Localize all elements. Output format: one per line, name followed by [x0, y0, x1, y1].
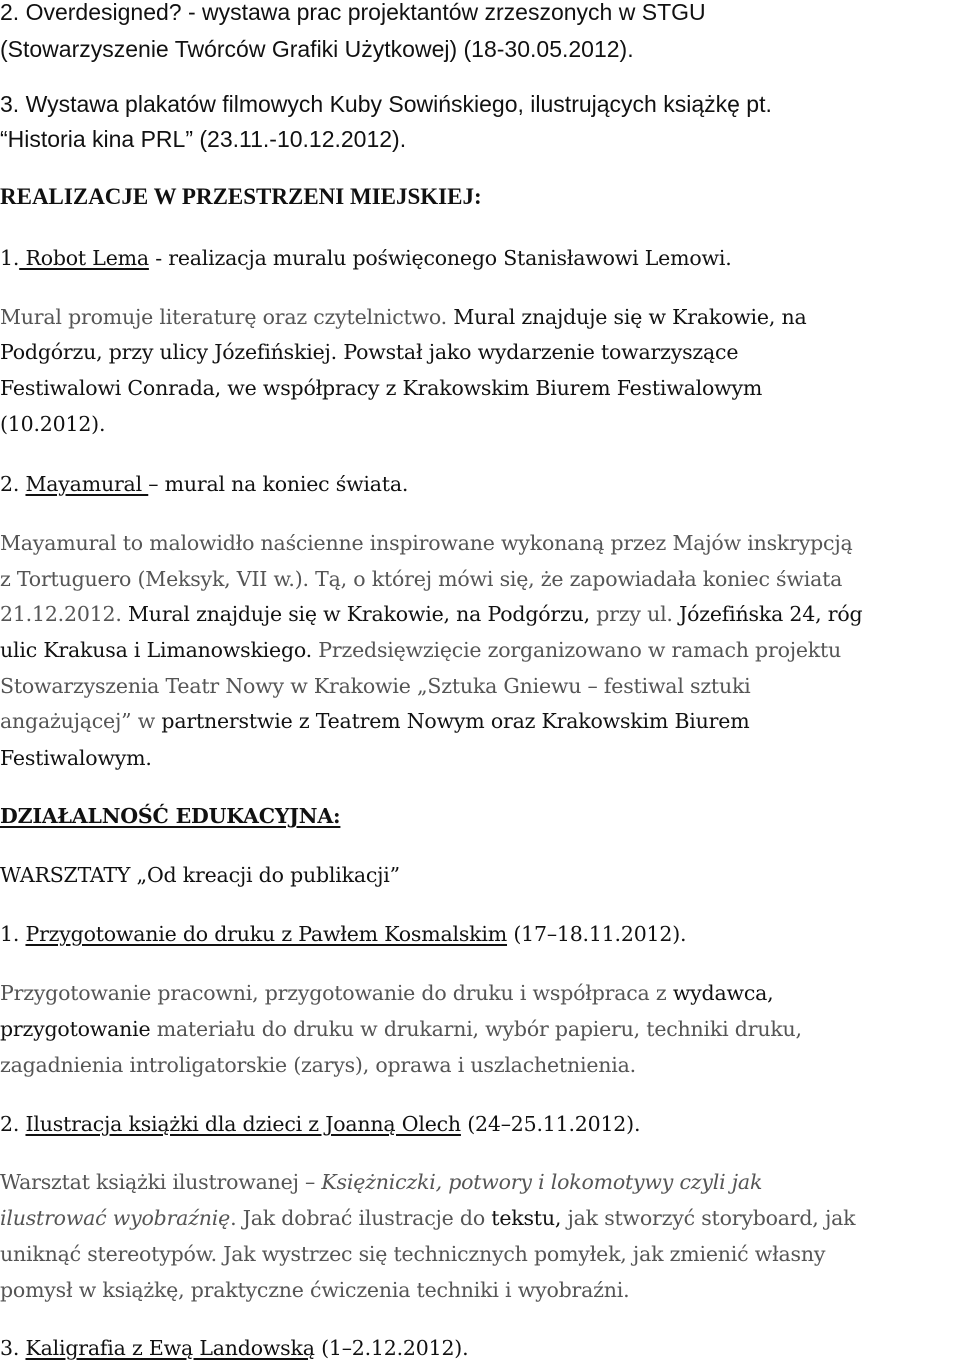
text-run: Podgórzu, przy ulicy Józefińskiej.: [0, 340, 337, 364]
urban-item-2-para-line-7: Festiwalowym.: [0, 746, 152, 770]
workshop-1-desc-line-1: [0, 975, 773, 1011]
text-run: partnerstwie z Teatrem Nowym oraz Krakowskim Biurem: [155, 709, 750, 733]
urban-item-1-para-line-1: [0, 299, 807, 335]
heading-text: DZIAŁALNOŚĆ EDUKACYJNA:: [0, 804, 341, 828]
text-run: Józefińska 24, róg: [672, 602, 863, 626]
text-run: Mural znajduje się w Krakowie, na Podgórzu,: [121, 602, 590, 626]
urban-item-2-para-line-4: [0, 632, 841, 668]
item-number: 3.: [0, 1336, 26, 1360]
urban-item-2-para-line-6: [0, 703, 749, 739]
workshop-3-dates: (1–2.12.2012).: [314, 1336, 469, 1360]
item-number: 2.: [0, 472, 26, 496]
workshop-2-desc-line-1: [0, 1164, 762, 1200]
urban-item-2-desc: – mural na koniec świata.: [148, 472, 409, 496]
text-run: przygotowanie: [0, 1017, 151, 1041]
exhibition-item-3-dates: “Historia kina PRL” (23.11.-10.12.2012).: [0, 126, 407, 152]
text-run: jak stworzyć storyboard, jak: [561, 1206, 856, 1230]
text-run: przy ul.: [589, 602, 673, 626]
workshop-2-link[interactable]: Ilustracja książki dla dzieci z Joanną Olech: [25, 1112, 461, 1136]
urban-item-2-title: [0, 466, 408, 502]
text-run: Festiwalowi Conrada, we współpracy z Krakowskim Biurem Festiwalowym: [0, 376, 763, 400]
workshop-1-desc-line-3: zagadnienia introligatorskie (zarys), oprawa i uszlachetnienia.: [0, 1053, 636, 1077]
workshops-title: WARSZTATY „Od kreacji do publikacji”: [0, 863, 400, 887]
mayamural-link[interactable]: Mayamural: [25, 472, 149, 496]
book-title-part-2: ilustrować wyobraźnię: [0, 1206, 231, 1230]
urban-item-1-para-line-4: [0, 406, 105, 442]
exhibition-item-3-line-1: [0, 86, 772, 122]
urban-item-1-desc: - realizacja muralu poświęconego Stanisławowi Lemowi.: [148, 246, 732, 270]
text-run: 21.12.2012.: [0, 602, 122, 626]
exhibition-item-3-text: 3. Wystawa plakatów filmowych Kuby Sowińskiego, ilustrujących książkę pt.: [0, 91, 772, 117]
workshop-2-desc-line-2: [0, 1200, 855, 1236]
urban-item-1-title: [0, 240, 732, 276]
urban-item-1-para-line-3: [0, 370, 762, 406]
exhibition-item-2-line-1: [0, 0, 706, 30]
urban-item-2-para-line-3: [0, 596, 862, 632]
text-run: Przedsięwzięcie zorganizowano w ramach projektu: [311, 638, 842, 662]
text-run: Mural promuje literaturę oraz czytelnictwo.: [0, 305, 447, 329]
item-number: 1.: [0, 922, 26, 946]
book-title-part-1: Księżniczki, potwory i lokomotywy czyli jak: [321, 1170, 763, 1194]
urban-item-2-para-line-2: z Tortuguero (Meksyk, VII w.). Tą, o której mówi się, że zapowiadała koniec świata: [0, 567, 843, 591]
text-run: materiału do druku w drukarni, wybór papieru, techniki druku,: [150, 1017, 802, 1041]
workshop-1-desc-line-2: [0, 1011, 802, 1047]
exhibition-item-2-dates: (Stowarzyszenie Twórców Grafiki Użytkowej) (18-30.05.2012).: [0, 36, 634, 62]
workshop-3-link[interactable]: Kaligrafia z Ewą Landowską: [25, 1336, 315, 1360]
section-heading-urban: REALIZACJE W PRZESTRZENI MIEJSKIEJ:: [0, 184, 482, 209]
text-run: Przygotowanie pracowni, przygotowanie do druku i współpraca z: [0, 981, 667, 1005]
item-number: 1.: [0, 246, 20, 270]
urban-item-2-para-line-5: Stowarzyszenia Teatr Nowy w Krakowie „Sztuka Gniewu – festiwal sztuki: [0, 674, 751, 698]
text-run: Powstał jako wydarzenie towarzyszące: [337, 340, 739, 364]
workshop-2-desc-line-4: pomysł w książkę, praktyczne ćwiczenia techniki i wyobraźni.: [0, 1278, 630, 1302]
exhibition-item-3-line-2: [0, 121, 406, 157]
exhibition-item-2-line-2: [0, 31, 634, 67]
text-run: Warsztat książki ilustrowanej –: [0, 1170, 322, 1194]
workshop-3-title: [0, 1330, 468, 1366]
workshop-1-title: [0, 916, 686, 952]
text-run: wydawca,: [666, 981, 774, 1005]
robot-lema-link[interactable]: Robot Lema: [19, 246, 149, 270]
section-heading-education: [0, 798, 340, 834]
workshop-1-link[interactable]: Przygotowanie do druku z Pawłem Kosmalskim: [25, 922, 508, 946]
urban-item-1-para-line-2: [0, 334, 738, 370]
text-run: angażującej” w: [0, 709, 156, 733]
workshop-2-dates: (24–25.11.2012).: [460, 1112, 641, 1136]
workshop-2-title: [0, 1106, 640, 1142]
item-number: 2.: [0, 1112, 26, 1136]
exhibition-item-2-text: 2. Overdesigned? - wystawa prac projektantów zrzeszonych w STGU: [0, 0, 706, 25]
text-run: ulic Krakusa i Limanowskiego.: [0, 638, 312, 662]
text-run: . Jak dobrać ilustracje do: [230, 1206, 485, 1230]
text-run: tekstu,: [484, 1206, 562, 1230]
urban-item-2-para-line-1: Mayamural to malowidło naścienne inspirowane wykonaną przez Majów inskrypcją: [0, 531, 853, 555]
workshop-2-desc-line-3: uniknąć stereotypów. Jak wystrzec się technicznych pomyłek, jak zmienić własny: [0, 1242, 826, 1266]
text-run: Mural znajduje się w Krakowie, na: [447, 305, 807, 329]
text-run: (10.2012).: [0, 412, 106, 436]
workshop-1-dates: (17–18.11.2012).: [507, 922, 687, 946]
